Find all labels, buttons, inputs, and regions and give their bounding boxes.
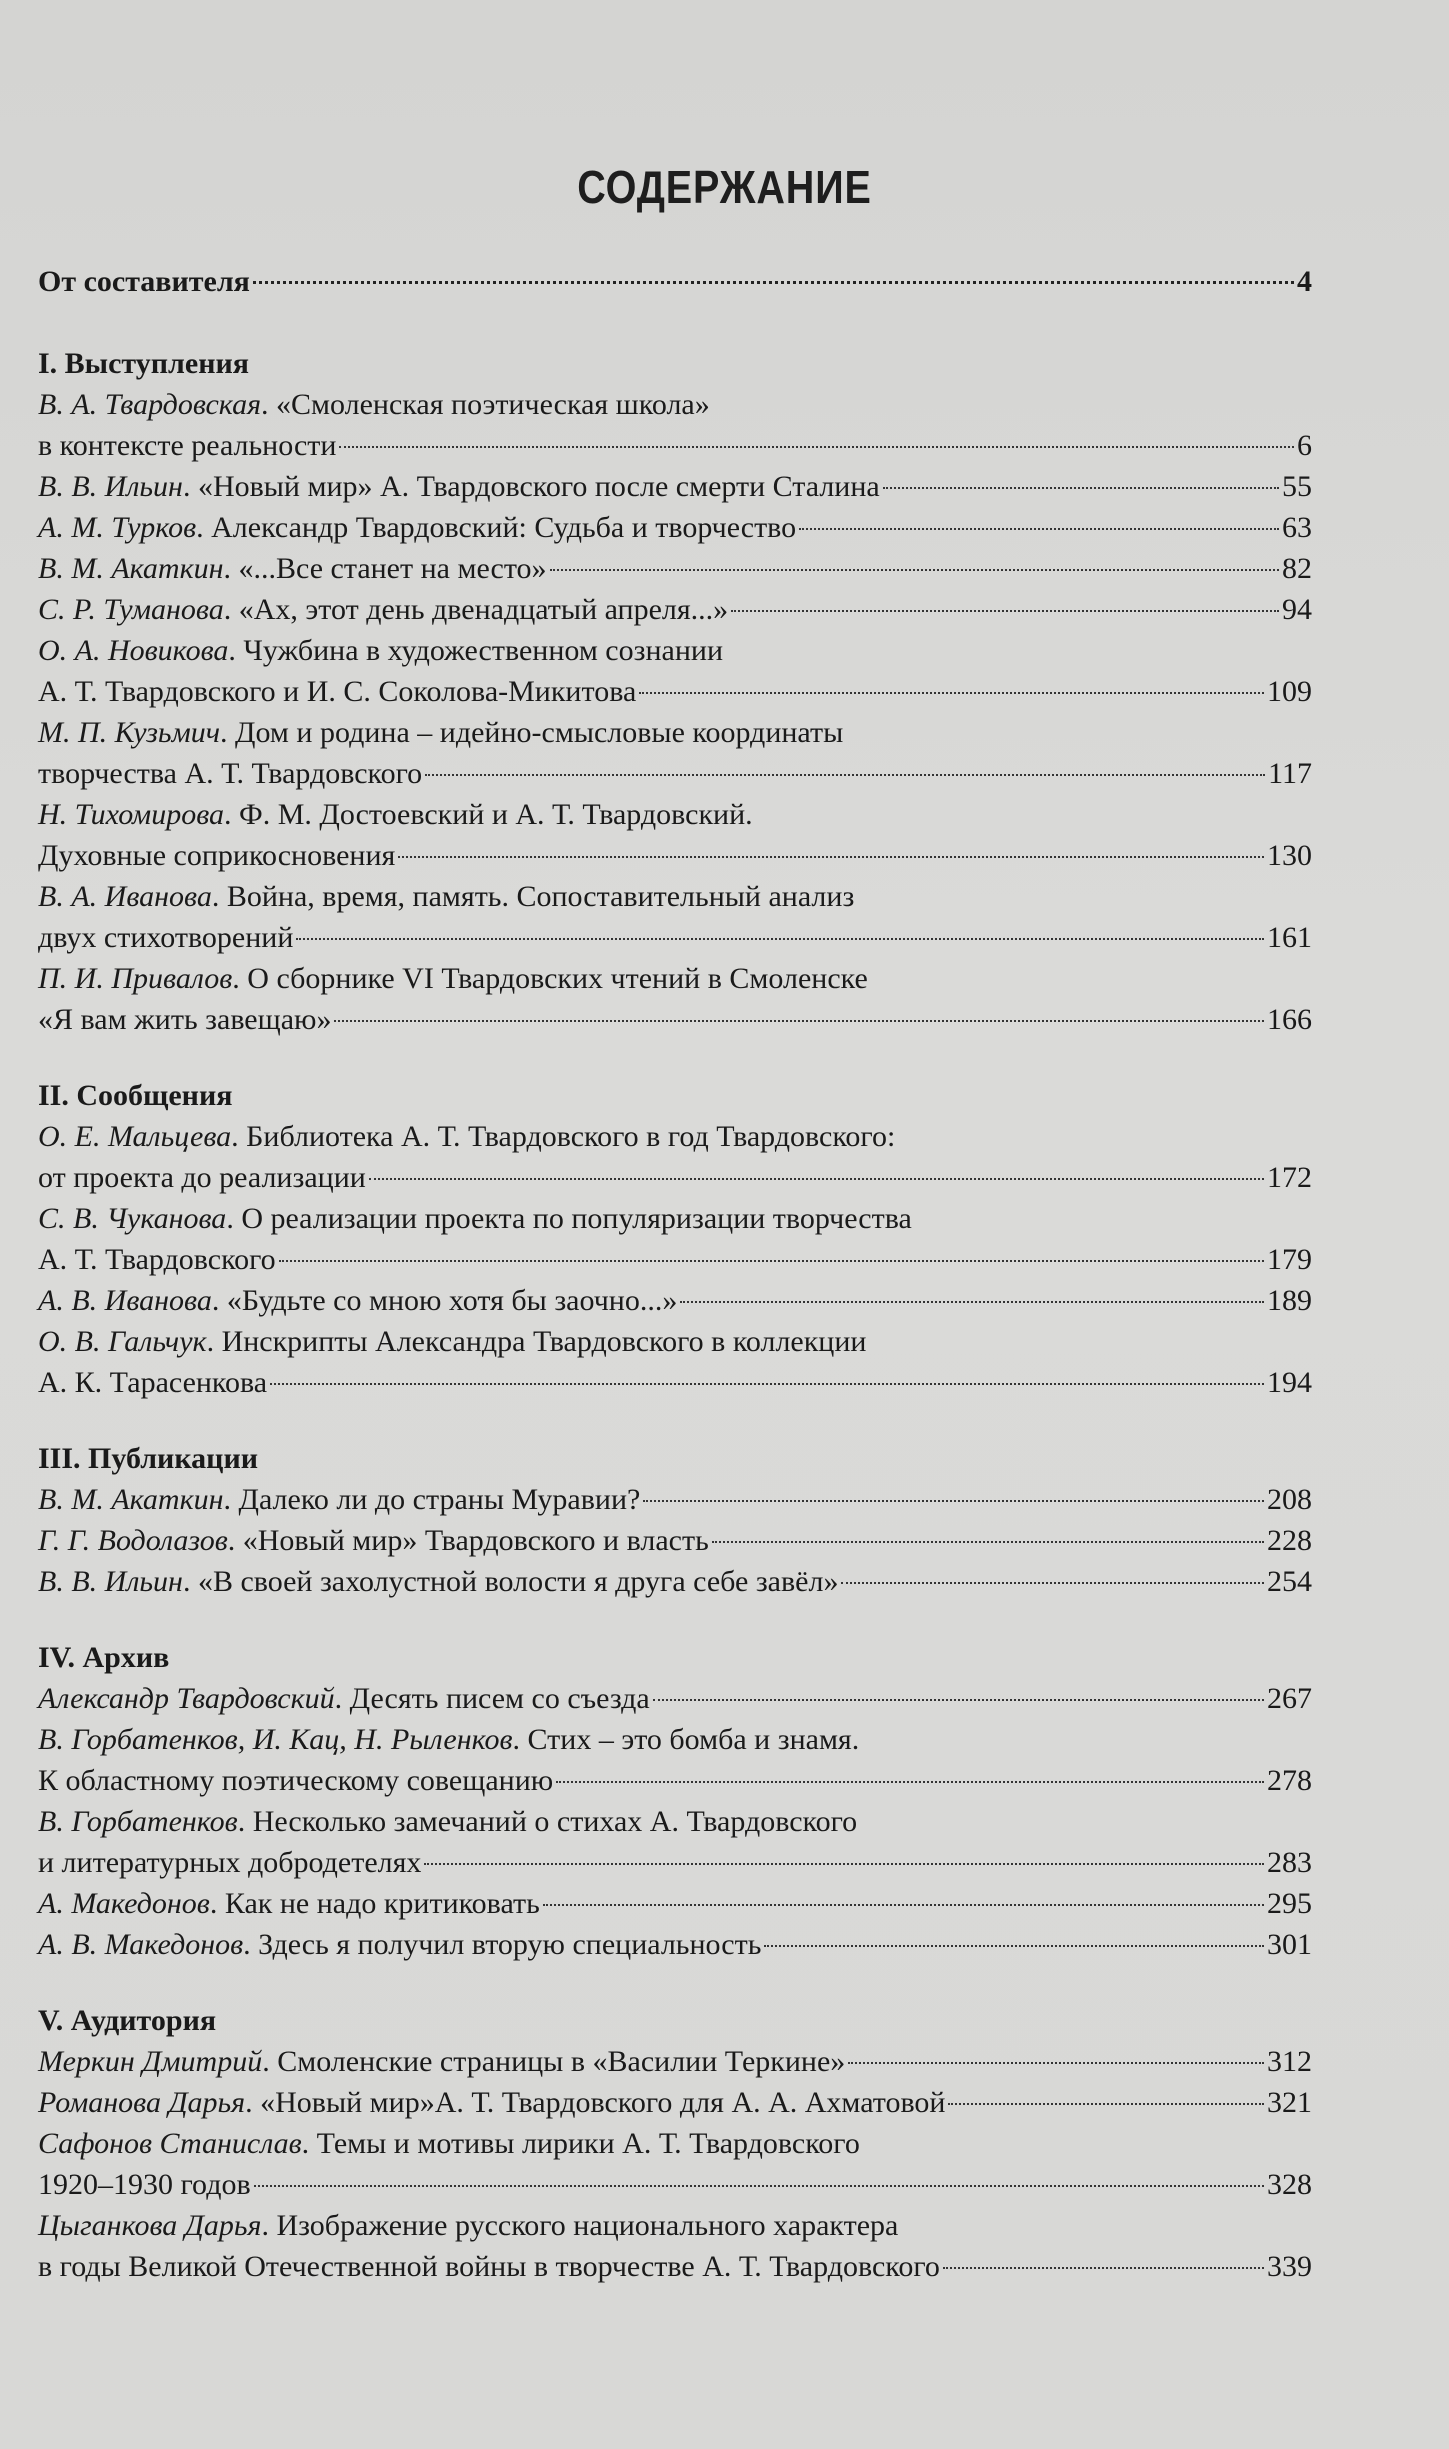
entry-text	[38, 798, 753, 831]
entry-line	[38, 1678, 1312, 1719]
entry-title-line: . «Ах, этот день двенадцатый апреля...»	[223, 593, 729, 626]
entry-author: Александр Твардовский	[38, 1682, 335, 1715]
entry-title-line: 1920–1930 годов	[38, 2168, 251, 2201]
dot-leader	[296, 938, 1264, 940]
entry-text	[38, 999, 331, 1040]
entry-line	[38, 2205, 1312, 2246]
entry-text	[38, 1479, 640, 1520]
toc-section	[38, 2001, 1312, 2287]
entry-title-line: . Дом и родина – идейно-смысловые координаты	[220, 716, 844, 749]
page-number: 82	[1282, 552, 1312, 585]
page-number: 55	[1282, 470, 1312, 503]
entry-text	[38, 388, 710, 421]
entry-line	[38, 712, 1312, 753]
toc-entry	[38, 2123, 1312, 2205]
entry-line	[38, 1280, 1312, 1321]
page-number: 130	[1267, 839, 1312, 872]
toc-entry	[38, 2082, 1312, 2123]
toc-entry	[38, 1198, 1312, 1280]
page-number: 312	[1267, 2045, 1312, 2078]
page-number: 321	[1267, 2086, 1312, 2119]
section-heading: IV. Архив	[38, 1641, 170, 1674]
toc-section	[38, 344, 1312, 1040]
dot-leader	[425, 774, 1265, 776]
page-number: 328	[1267, 2168, 1312, 2201]
toc-entry	[38, 712, 1312, 794]
entry-title-line: . «Новый мир» Твардовского и власть	[227, 1524, 709, 1557]
entry-author: П. И. Привалов	[38, 962, 233, 995]
toc-entry	[38, 794, 1312, 876]
entry-line	[38, 1362, 1312, 1403]
entry-line	[38, 1924, 1312, 1965]
entry-title-line: в годы Великой Отечественной войны в творчестве А. Т. Твардовского	[38, 2250, 940, 2283]
entry-text	[38, 671, 636, 712]
entry-title-line: . Чужбина в художественном сознании	[228, 634, 724, 667]
entry-author: Романова Дарья	[38, 2086, 246, 2119]
entry-title-line: А. Т. Твардовского и И. С. Соколова-Микитова	[38, 675, 637, 708]
dot-leader	[556, 1781, 1264, 1783]
entry-author: О. Е. Мальцева	[38, 1120, 232, 1153]
section-heading: III. Публикации	[38, 1442, 259, 1475]
dot-leader	[731, 610, 1279, 612]
entry-text	[38, 2127, 860, 2160]
entry-title-line: и литературных добродетелях	[38, 1846, 422, 1879]
toc-section	[38, 1439, 1312, 1602]
dot-leader	[841, 1582, 1264, 1584]
entry-title-line: . Изображение русского национального характера	[261, 2209, 899, 2242]
entry-line	[38, 425, 1312, 466]
toc-entry	[38, 876, 1312, 958]
dot-leader	[254, 2185, 1264, 2187]
entry-line	[38, 1561, 1312, 1602]
page-number: 278	[1267, 1764, 1312, 1797]
entry-text	[38, 1723, 859, 1756]
entry-title-line: Духовные соприкосновения	[38, 839, 396, 872]
entry-author: С. Р. Туманова	[38, 593, 224, 626]
entry-line	[38, 1321, 1312, 1362]
dot-leader	[334, 1020, 1264, 1022]
entry-text	[38, 2082, 945, 2123]
toc-entry	[38, 1883, 1312, 1924]
toc-entry	[38, 1561, 1312, 1602]
entry-text	[38, 1760, 553, 1801]
dot-leader	[639, 692, 1264, 694]
entry-text	[38, 917, 293, 958]
entry-text	[38, 835, 395, 876]
page-number: 172	[1267, 1161, 1312, 1194]
entry-author: В. Горбатенков, И. Кац, Н. Рыленков	[38, 1723, 513, 1756]
entry-title-line: от проекта до реализации	[38, 1161, 366, 1194]
entry-title-line: . Война, время, память. Сопоставительный анализ	[211, 880, 855, 913]
entry-line	[38, 2164, 1312, 2205]
entry-author: О. В. Гальчук	[38, 1325, 207, 1358]
entry-line	[38, 384, 1312, 425]
entry-title-line: . Как не надо критиковать	[209, 1887, 540, 1920]
entry-line	[38, 2123, 1312, 2164]
entry-author: В. Горбатенков	[38, 1805, 238, 1838]
entry-author: А. В. Иванова	[38, 1284, 212, 1317]
front-page-number: 4	[1297, 265, 1312, 298]
entry-title-line: . О реализации проекта по популяризации творчества	[226, 1202, 912, 1235]
entry-line	[38, 466, 1312, 507]
entry-title-line: двух стихотворений	[38, 921, 294, 954]
toc-entry	[38, 1520, 1312, 1561]
entry-line	[38, 1842, 1312, 1883]
entry-text	[38, 589, 728, 630]
page-number: 283	[1267, 1846, 1312, 1879]
toc-entry	[38, 1321, 1312, 1403]
entry-author: А. Македонов	[38, 1887, 210, 1920]
page-number: 189	[1267, 1284, 1312, 1317]
entry-text	[38, 753, 422, 794]
page-number: 179	[1267, 1243, 1312, 1276]
entry-title-line: в контексте реальности	[38, 429, 337, 462]
entry-title-line: . Александр Твардовский: Судьба и творчество	[196, 511, 797, 544]
table-of-contents	[38, 262, 1312, 2323]
entry-text	[38, 507, 796, 548]
toc-front-entry	[38, 262, 1312, 302]
entry-title-line: . Стих – это бомба и знамя.	[512, 1723, 860, 1756]
entry-line	[38, 1719, 1312, 1760]
dot-leader	[848, 2062, 1264, 2064]
entry-text	[38, 2164, 251, 2205]
entry-text	[38, 1520, 709, 1561]
toc-section	[38, 1076, 1312, 1403]
entry-author: В. А. Твардовская	[38, 388, 262, 421]
entry-text	[38, 1239, 276, 1280]
entry-line	[38, 1479, 1312, 1520]
entry-text	[38, 2041, 845, 2082]
entry-author: М. П. Кузьмич	[38, 716, 221, 749]
entry-line	[38, 2041, 1312, 2082]
entry-text	[38, 1280, 677, 1321]
dot-leader	[550, 569, 1279, 571]
entry-title-line: «Я вам жить завещаю»	[38, 1003, 332, 1036]
dot-leader	[799, 528, 1279, 530]
entry-title-line: . Инскрипты Александра Твардовского в коллекции	[206, 1325, 867, 1358]
toc-entry	[38, 507, 1312, 548]
dot-leader	[643, 1500, 1264, 1502]
entry-line	[38, 548, 1312, 589]
entry-title-line: . Далеко ли до страны Муравии?	[223, 1483, 641, 1516]
dot-leader	[339, 446, 1294, 448]
entry-title-line: . Ф. М. Достоевский и А. Т. Твардовский.	[224, 798, 753, 831]
entry-text	[38, 1805, 857, 1838]
toc-section	[38, 1638, 1312, 1965]
page-title: СОДЕРЖАНИЕ	[577, 161, 872, 213]
entry-title-line: А. К. Тарасенкова	[38, 1366, 268, 1399]
toc-entry	[38, 589, 1312, 630]
toc-entry	[38, 1280, 1312, 1321]
entry-title-line: . Библиотека А. Т. Твардовского в год Твардовского:	[231, 1120, 896, 1153]
entry-line	[38, 999, 1312, 1040]
entry-line	[38, 835, 1312, 876]
dot-leader	[764, 1945, 1264, 1947]
entry-line	[38, 794, 1312, 835]
entry-text	[38, 548, 547, 589]
toc-entry	[38, 1924, 1312, 1965]
entry-author: В. А. Иванова	[38, 880, 212, 913]
entry-text	[38, 1678, 650, 1719]
toc-entry	[38, 958, 1312, 1040]
entry-text	[38, 425, 336, 466]
entry-text	[38, 634, 723, 667]
entry-title-line: А. Т. Твардовского	[38, 1243, 276, 1276]
entry-text	[38, 2246, 940, 2287]
entry-line	[38, 2082, 1312, 2123]
entry-text	[38, 1561, 838, 1602]
page-number: 254	[1267, 1565, 1312, 1598]
dot-leader	[398, 856, 1264, 858]
entry-author: Н. Тихомирова	[38, 798, 225, 831]
entry-title-line: . О сборнике VI Твардовских чтений в Смоленске	[232, 962, 868, 995]
dot-leader	[680, 1301, 1264, 1303]
dot-leader	[253, 281, 1294, 284]
toc-entry	[38, 630, 1312, 712]
dot-leader	[948, 2103, 1264, 2105]
section-heading: I. Выступления	[38, 347, 249, 380]
entry-author: А. М. Турков	[38, 511, 197, 544]
page-number: 194	[1267, 1366, 1312, 1399]
entry-author: В. В. Ильин	[38, 1565, 183, 1598]
entry-text	[38, 1362, 267, 1403]
entry-line	[38, 630, 1312, 671]
section-heading: II. Сообщения	[38, 1079, 233, 1112]
entry-title-line: . «...Все станет на место»	[223, 552, 547, 585]
entry-line	[38, 1760, 1312, 1801]
page-number: 109	[1267, 675, 1312, 708]
entry-line	[38, 917, 1312, 958]
page-number: 295	[1267, 1887, 1312, 1920]
entry-text	[38, 1157, 366, 1198]
page-number: 6	[1297, 429, 1312, 462]
dot-leader	[943, 2267, 1264, 2269]
entry-text	[38, 1883, 540, 1924]
entry-author: Меркин Дмитрий	[38, 2045, 263, 2078]
dot-leader	[424, 1863, 1264, 1865]
entry-text	[38, 466, 880, 507]
entry-title-line: . «Новый мир»А. Т. Твардовского для А. А. Ахматовой	[245, 2086, 946, 2119]
entry-text	[38, 1924, 761, 1965]
entry-author: В. М. Акаткин	[38, 552, 224, 585]
entry-title-line: . Десять писем со съезда	[334, 1682, 650, 1715]
toc-entry	[38, 1801, 1312, 1883]
entry-author: А. В. Македонов	[38, 1928, 244, 1961]
entry-text	[38, 716, 843, 749]
entry-author: В. М. Акаткин	[38, 1483, 224, 1516]
toc-entry	[38, 466, 1312, 507]
entry-author: С. В. Чуканова	[38, 1202, 227, 1235]
entry-title-line: . Темы и мотивы лирики А. Т. Твардовского	[301, 2127, 860, 2160]
entry-line	[38, 876, 1312, 917]
entry-title-line: . Смоленские страницы в «Василии Теркине»	[262, 2045, 846, 2078]
entry-text	[38, 1842, 421, 1883]
toc-entry	[38, 2041, 1312, 2082]
toc-entry	[38, 384, 1312, 466]
toc-entry	[38, 1719, 1312, 1801]
entry-author: О. А. Новикова	[38, 634, 229, 667]
page-number: 94	[1282, 593, 1312, 626]
page-number: 339	[1267, 2250, 1312, 2283]
page-number: 166	[1267, 1003, 1312, 1036]
page-number: 117	[1268, 757, 1312, 790]
toc-entry	[38, 2205, 1312, 2287]
front-title: От составителя	[38, 265, 250, 298]
toc-sections	[38, 344, 1312, 2287]
entry-line	[38, 589, 1312, 630]
entry-line	[38, 1239, 1312, 1280]
entry-text	[38, 880, 854, 913]
entry-line	[38, 671, 1312, 712]
entry-title-line: К областному поэтическому совещанию	[38, 1764, 554, 1797]
page-number: 267	[1267, 1682, 1312, 1715]
entry-title-line: . «Смоленская поэтическая школа»	[261, 388, 710, 421]
entry-title-line: . «Новый мир» А. Твардовского после смерти Сталина	[182, 470, 880, 503]
entry-line	[38, 1883, 1312, 1924]
entry-text	[38, 962, 868, 995]
entry-title-line: . Здесь я получил вторую специальность	[243, 1928, 762, 1961]
entry-line	[38, 753, 1312, 794]
toc-entry	[38, 1116, 1312, 1198]
page-number: 63	[1282, 511, 1312, 544]
entry-line	[38, 2246, 1312, 2287]
entry-text	[38, 1202, 912, 1235]
entry-author: Сафонов Станислав	[38, 2127, 302, 2160]
entry-line	[38, 1116, 1312, 1157]
entry-title-line: . «Будьте со мною хотя бы заочно...»	[211, 1284, 678, 1317]
dot-leader	[543, 1904, 1264, 1906]
entry-title-line: творчества А. Т. Твардовского	[38, 757, 423, 790]
entry-author: Цыганкова Дарья	[38, 2209, 262, 2242]
page-number: 161	[1267, 921, 1312, 954]
entry-line	[38, 1198, 1312, 1239]
dot-leader	[279, 1260, 1264, 1262]
entry-line	[38, 1801, 1312, 1842]
dot-leader	[883, 487, 1279, 489]
entry-text	[38, 1325, 866, 1358]
dot-leader	[369, 1178, 1264, 1180]
entry-author: В. В. Ильин	[38, 470, 183, 503]
page-number: 301	[1267, 1928, 1312, 1961]
entry-text	[38, 2209, 898, 2242]
page-number: 208	[1267, 1483, 1312, 1516]
section-heading: V. Аудитория	[38, 2004, 217, 2037]
entry-title-line: . «В своей захолустной волости я друга себе завёл»	[182, 1565, 839, 1598]
dot-leader	[653, 1699, 1264, 1701]
dot-leader	[712, 1541, 1264, 1543]
entry-title-line: . Несколько замечаний о стихах А. Твардовского	[237, 1805, 858, 1838]
page-number: 228	[1267, 1524, 1312, 1557]
toc-entry	[38, 1479, 1312, 1520]
dot-leader	[270, 1383, 1264, 1385]
entry-line	[38, 958, 1312, 999]
toc-entry	[38, 1678, 1312, 1719]
entry-author: Г. Г. Водолазов	[38, 1524, 228, 1557]
toc-entry	[38, 548, 1312, 589]
entry-line	[38, 507, 1312, 548]
entry-line	[38, 1157, 1312, 1198]
entry-line	[38, 1520, 1312, 1561]
entry-text	[38, 1120, 895, 1153]
